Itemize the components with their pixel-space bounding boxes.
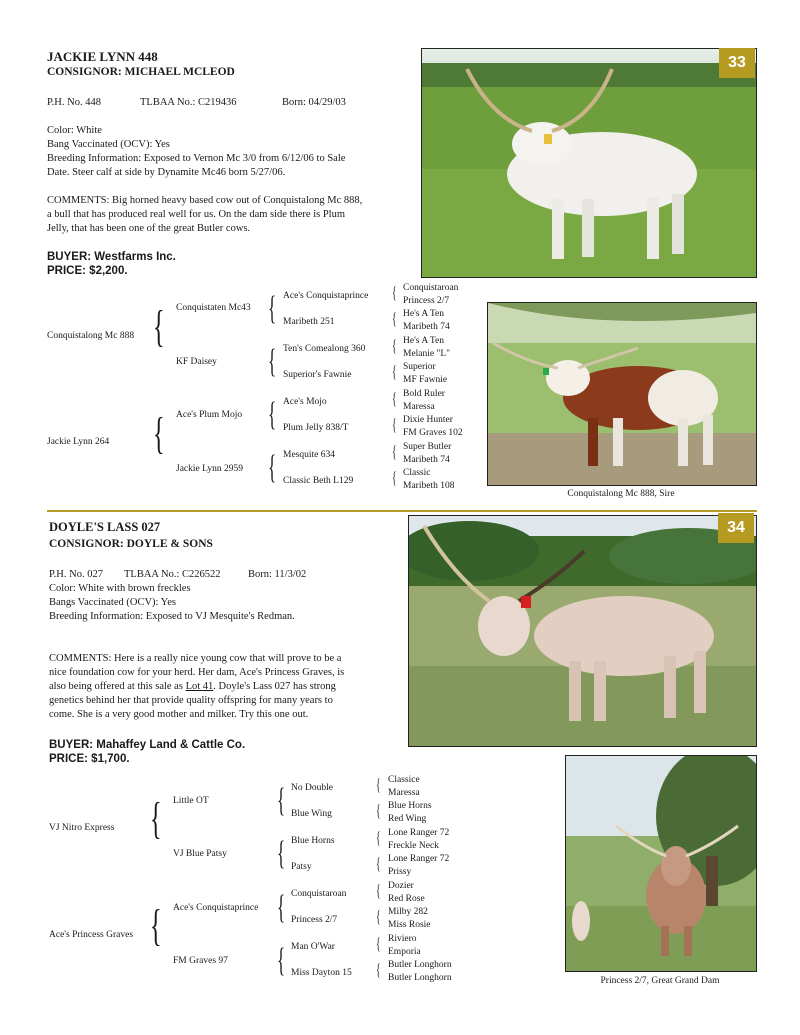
lot-33-color: Color: White (47, 125, 102, 136)
lot-34-g4-6: Freckle Neck (388, 841, 439, 851)
lot-34-born: Born: 11/3/02 (248, 569, 307, 580)
lot-34-dam: Ace's Princess Graves (49, 930, 134, 940)
lot-34-g4-1: Classice (388, 775, 420, 785)
bracket: { (392, 283, 397, 302)
lot-34-number-badge: 34 (718, 513, 754, 543)
lot-34-g4-7: Lone Ranger 72 (388, 854, 450, 864)
lot-34-photo-caption: Princess 2/7, Great Grand Dam (600, 976, 720, 986)
lot-34-tlbaa-number: TLBAA No.: C226522 (124, 569, 221, 580)
lot-34-grand-dam-photo (565, 755, 757, 972)
lot-33-g3-1: Ace's Conquistaprince (283, 291, 369, 301)
bracket: { (376, 881, 381, 900)
lot-34-g4-11: Milby 282 (388, 907, 428, 917)
lot-34-comments-3 (49, 680, 336, 694)
bracket: { (150, 794, 162, 843)
lot-34-ph-number: P.H. No. 027 (49, 569, 103, 580)
lot-33-g4-14: Maribeth 74 (403, 455, 450, 465)
bracket: { (392, 389, 397, 408)
bracket: { (376, 960, 381, 979)
lot-34-g2-1: Little OT (173, 796, 209, 806)
lot-33-ph-number: P.H. No. 448 (47, 97, 101, 108)
lot-33-consignor: CONSIGNOR: MICHAEL MCLEOD (47, 66, 235, 78)
lot-34-g3-5: Conquistaroan (291, 889, 347, 899)
lot-34-consignor: CONSIGNOR: DOYLE & SONS (49, 538, 213, 550)
lot-34-bang: Bangs Vaccinated (OCV): Yes (49, 597, 176, 608)
section-divider (47, 510, 757, 512)
bracket: { (150, 901, 162, 950)
lot-33-number-badge: 33 (719, 48, 755, 78)
lot-34-price: PRICE: $1,700. (49, 753, 130, 765)
lot-34-g4-3: Blue Horns (388, 801, 432, 811)
lot-34-comments-2: nice foundation cow for your herd. Her dam, Ace's Princess Graves, is (49, 667, 345, 678)
lot-34-g2-3: Ace's Conquistaprince (173, 903, 259, 913)
lot-33-g4-3: He's A Ten (403, 309, 444, 319)
bracket: { (376, 934, 381, 953)
bracket: { (268, 449, 277, 486)
lot-33-g2-3: Ace's Plum Mojo (176, 410, 243, 420)
lot-33-buyer: BUYER: Westfarms Inc. (47, 251, 176, 263)
lot-33-breeding-1: Breeding Information: Exposed to Vernon Mc 3/0 from 6/12/06 to Sale (47, 153, 346, 164)
lot-33-g4-6: Melanie "L" (403, 349, 451, 359)
lot-34-sire: VJ Nitro Express (49, 823, 115, 833)
lot-33-g4-16: Maribeth 108 (403, 481, 455, 491)
bracket: { (376, 854, 381, 873)
lot-34-comments-4: genetics behind her that provide quality offspring for many years to (49, 695, 333, 706)
lot-34-g3-6: Princess 2/7 (291, 915, 338, 925)
lot-33-cow-photo (421, 48, 757, 278)
bracket: { (268, 396, 277, 433)
bracket: { (153, 302, 165, 351)
lot-33-breeding-2: Date. Steer calf at side by Dynamite Mc46 born 5/27/06. (47, 167, 286, 178)
lot-34-g4-14: Emporia (388, 947, 421, 957)
lot-41-link[interactable]: Lot 41 (185, 681, 214, 692)
lot-33-g4-4: Maribeth 74 (403, 322, 450, 332)
lot-34-breeding: Breeding Information: Exposed to VJ Mesquite's Redman. (49, 611, 295, 622)
lot-34-g2-2: VJ Blue Patsy (173, 849, 227, 859)
lot-33-g2-1: Conquistaten Mc43 (176, 303, 251, 313)
lot-33-photo-caption: Conquistalong Mc 888, Sire (567, 489, 675, 499)
bracket: { (268, 290, 277, 327)
lot-33-dam: Jackie Lynn 264 (47, 437, 110, 447)
lot-34-g4-8: Prissy (388, 867, 412, 877)
lot-33-g4-9: Bold Ruler (403, 389, 445, 399)
bracket: { (277, 889, 286, 926)
lot-34-g3-2: Blue Wing (291, 809, 332, 819)
lot-34-g4-4: Red Wing (388, 814, 427, 824)
lot-34-buyer: BUYER: Mahaffey Land & Cattle Co. (49, 739, 246, 751)
lot-33-g4-8: MF Fawnie (403, 375, 448, 385)
lot-33-g3-3: Ten's Comealong 360 (283, 344, 366, 354)
lot-34-comments-5: come. She is a very good mother and milker. Try this one out. (49, 709, 309, 720)
lot-34-g3-7: Man O'War (291, 942, 335, 952)
lot-33-name: JACKIE LYNN 448 (47, 49, 158, 64)
bracket: { (392, 336, 397, 355)
lot-34-g4-9: Dozier (388, 881, 414, 891)
bracket: { (376, 775, 381, 794)
lot-34-g4-15: Butler Longhorn (388, 960, 452, 970)
bracket: { (392, 309, 397, 328)
lot-34-g4-13: Riviero (388, 934, 417, 944)
lot-33-tlbaa-number: TLBAA No.: C219436 (140, 97, 237, 108)
bracket: { (376, 828, 381, 847)
lot-34-g4-12: Miss Rosie (388, 920, 431, 930)
lot-33-g4-1: Conquistaroan (403, 283, 459, 293)
bracket: { (277, 942, 286, 979)
lot-34-g4-2: Maressa (388, 788, 420, 798)
lot-33-comments-1: COMMENTS: Big horned heavy based cow out of Conquistalong Mc 888, (47, 195, 363, 206)
lot-33-price: PRICE: $2,200. (47, 265, 128, 277)
lot-33-g4-5: He's A Ten (403, 336, 444, 346)
bracket: { (268, 343, 277, 380)
bracket: { (392, 415, 397, 434)
bracket: { (392, 362, 397, 381)
lot-33-g3-7: Mesquite 634 (283, 450, 335, 460)
lot-34-g3-3: Blue Horns (291, 836, 335, 846)
lot-33-g4-12: FM Graves 102 (403, 428, 463, 438)
lot-33-g4-11: Dixie Hunter (403, 415, 453, 425)
bracket: { (153, 409, 165, 458)
lot-33-comments-2: a bull that has produced real well for us. On the dam side there is Plum (47, 209, 346, 220)
bracket: { (392, 442, 397, 461)
lot-33-born: Born: 04/29/03 (282, 97, 346, 108)
lot-34-g3-1: No Double (291, 783, 333, 793)
lot-34-g4-5: Lone Ranger 72 (388, 828, 450, 838)
lot-33-sire-photo (487, 302, 757, 486)
lot-34-g3-4: Patsy (291, 862, 312, 872)
lot-33-g4-7: Superior (403, 362, 436, 372)
lot-34-g4-16: Butler Longhorn (388, 973, 452, 983)
comments-text: also being offered at this sale as (49, 681, 186, 692)
lot-33-g3-2: Maribeth 251 (283, 317, 335, 327)
lot-33-g4-13: Super Butler (403, 442, 452, 452)
lot-34-name: DOYLE'S LASS 027 (49, 520, 161, 534)
bracket: { (376, 907, 381, 926)
lot-33-g3-8: Classic Beth L129 (283, 476, 354, 486)
bracket: { (392, 468, 397, 487)
lot-33-g2-4: Jackie Lynn 2959 (176, 464, 244, 474)
bracket: { (277, 782, 286, 819)
lot-34-cow-photo (408, 515, 757, 747)
lot-33-g3-5: Ace's Mojo (283, 397, 327, 407)
lot-34-comments-1: COMMENTS: Here is a really nice young cow that will prove to be a (49, 653, 342, 664)
lot-33-g3-4: Superior's Fawnie (283, 370, 352, 380)
comments-text: . Doyle's Lass 027 has strong (213, 681, 336, 692)
lot-33-g3-6: Plum Jelly 838/T (283, 423, 349, 433)
lot-33-comments-3: Jelly, that has been one of the great Butler cows. (47, 223, 251, 234)
bracket: { (277, 835, 286, 872)
lot-34-g3-8: Miss Dayton 15 (291, 968, 352, 978)
lot-33-g2-2: KF Daisey (176, 357, 217, 367)
lot-34-g4-10: Red Rose (388, 894, 425, 904)
lot-33-g4-2: Princess 2/7 (403, 296, 450, 306)
lot-33-sire: Conquistalong Mc 888 (47, 331, 135, 341)
bracket: { (376, 801, 381, 820)
lot-33-bang: Bang Vaccinated (OCV): Yes (47, 139, 170, 150)
lot-34-g2-4: FM Graves 97 (173, 956, 228, 966)
lot-34-color: Color: White with brown freckles (49, 583, 191, 594)
lot-33-g4-15: Classic (403, 468, 431, 478)
lot-33-g4-10: Maressa (403, 402, 435, 412)
